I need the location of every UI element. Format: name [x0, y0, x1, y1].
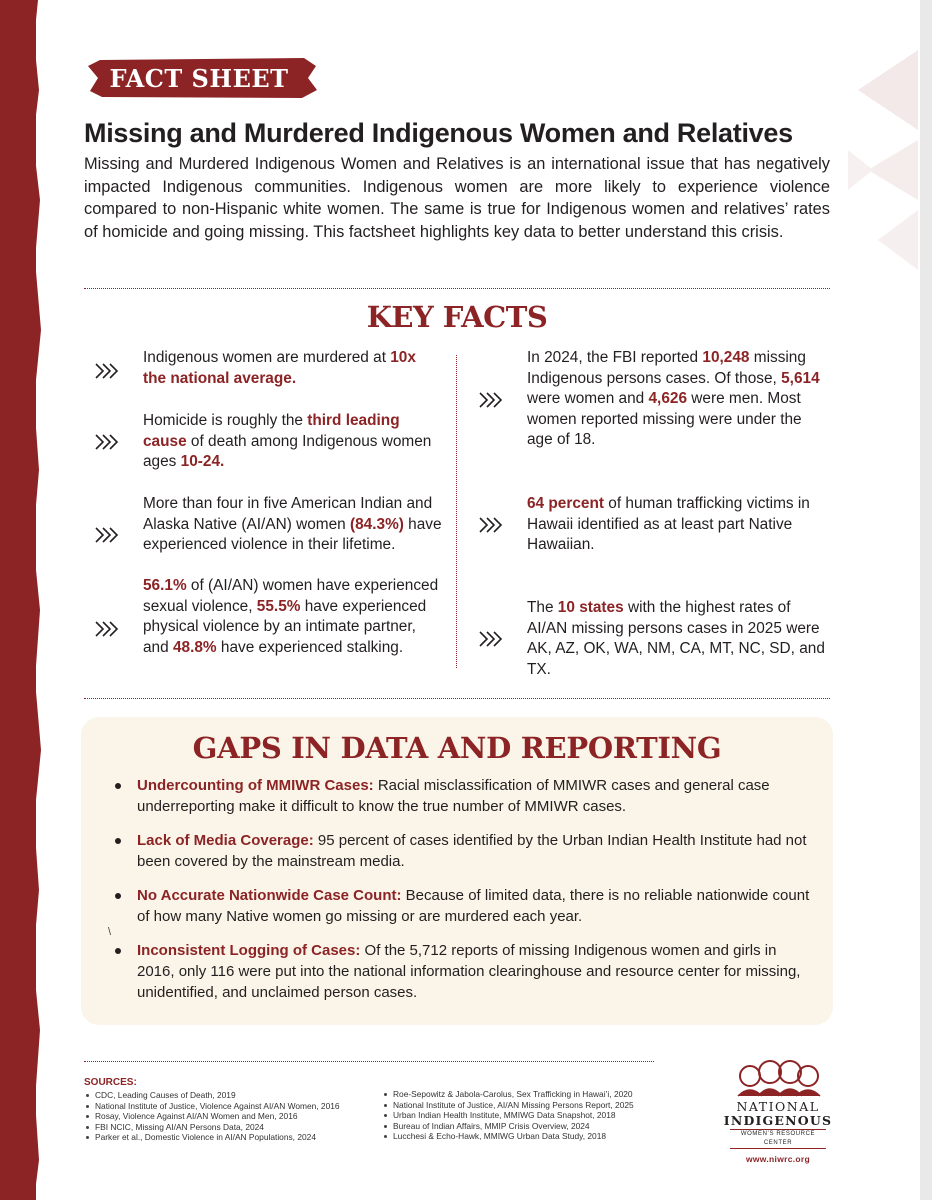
fact-text: The: [527, 599, 558, 616]
fact-text: of death among Indigenous women ages: [143, 432, 432, 471]
divider-middle: [84, 698, 830, 699]
source-item: CDC, Leading Causes of Death, 2019: [84, 1090, 340, 1101]
intro-paragraph: Missing and Murdered Indigenous Women and Relatives is an international issue that has negatively impacted Indigenous communities. Indigenous women are more likely to experience violence compared to non-Hispanic white women. The same is true for Indigenous women and relatives’ rates of homicide and going missing. This factsheet highlights key data to better understand this crisis.: [84, 155, 830, 241]
fact-highlight: 10-24.: [180, 453, 225, 471]
fact-highlight: 4,626: [648, 390, 687, 408]
gaps-heading: GAPS IN DATA AND REPORTING: [192, 731, 722, 765]
triple-chevron-right-icon: [477, 389, 507, 411]
logo-line-national: NATIONAL: [736, 1099, 820, 1114]
bullet: [115, 948, 121, 954]
fact-text: were women and: [527, 390, 649, 408]
fact-highlight: third leading cause: [143, 412, 400, 450]
fact-highlight: 48.8%: [172, 638, 217, 656]
fact-highlight: (84.3%): [350, 515, 404, 533]
fact-text: missing Indigenous persons cases. Of those,: [527, 349, 806, 387]
geometric-pattern-decor: [828, 30, 918, 290]
key-facts-heading: KEY FACTS: [366, 300, 548, 334]
gap-text: 95 percent of cases identified by the Urban Indian Health Institute had not been covered by the mainstream media.: [137, 832, 807, 870]
fact-violence-types: [143, 576, 443, 658]
source-item: FBI NCIC, Missing AI/AN Persons Data, 2024: [84, 1122, 340, 1133]
gap-text: Racial misclassification of MMIWR cases and general case underreporting make it difficult to know the true number of MMIWR cases.: [137, 777, 770, 815]
source-item: Parker et al., Domestic Violence in AI/AN Populations, 2024: [84, 1132, 340, 1143]
divider-sources: [84, 1061, 654, 1062]
sources-list-right: [382, 1089, 634, 1142]
women-faces-logo-icon: [728, 1058, 828, 1098]
fact-text: of (AI/AN) women have experienced sexual violence,: [143, 577, 439, 615]
bullet: [115, 893, 121, 899]
fact-top-states: [527, 598, 827, 680]
niwrc-logo: [718, 1058, 838, 1168]
fact-text: were men. Most women reported missing were under the age of 18.: [527, 390, 802, 449]
fact-text: of human trafficking victims in Hawaii identified as at least part Native Hawaiian.: [527, 495, 810, 554]
source-item: Lucchesi & Echo-Hawk, MMIWG Urban Data Study, 2018: [382, 1131, 634, 1142]
logo-line-indigenous: INDIGENOUS: [723, 1113, 833, 1128]
gap-term: Lack of Media Coverage:: [137, 832, 314, 849]
sources-title: SOURCES:: [84, 1077, 137, 1088]
fact-text: with the highest rates of AI/AN missing persons cases in 2025 were AK, AZ, OK, WA, NM, CA, MT, NC, SD, and TX.: [527, 599, 825, 678]
source-item: Rosay, Violence Against AI/AN Women and Men, 2016: [84, 1111, 340, 1122]
fact-fbi-missing: [527, 348, 827, 451]
fact-murder-rate: [143, 348, 443, 389]
fact-text: Homicide is roughly the: [143, 412, 308, 429]
gap-term: Inconsistent Logging of Cases:: [137, 942, 361, 959]
source-item: National Institute of Justice, AI/AN Missing Persons Report, 2025: [382, 1100, 634, 1111]
right-edge-strip: [920, 0, 932, 1200]
triple-chevron-right-icon: [93, 524, 123, 546]
triple-chevron-right-icon: [477, 514, 507, 536]
fact-trafficking: [527, 494, 827, 556]
gap-text: Of the 5,712 reports of missing Indigenous women and girls in 2016, only 116 were put into the national information clearinghouse and resource center for missing, unidentified, and unclaimed person cases.: [137, 942, 801, 1001]
left-band-rough-edge: [30, 0, 44, 1200]
triple-chevron-right-icon: [93, 618, 123, 640]
bullet: [115, 783, 121, 789]
website-link[interactable]: www.niwrc.org: [745, 1154, 811, 1164]
fact-text: have experienced physical violence by an intimate partner, and: [143, 597, 427, 656]
fact-highlight: 10 states: [557, 599, 624, 616]
key-facts-column-divider: [456, 355, 457, 668]
fact-highlight: 64 percent: [527, 495, 604, 512]
fact-highlight: 10x the national average.: [143, 349, 416, 387]
fact-highlight: 5,614: [781, 369, 820, 387]
stray-mark: \: [108, 926, 112, 938]
fact-text: More than four in five American Indian and Alaska Native (AI/AN) women: [143, 495, 433, 533]
fact-sheet-banner: [86, 56, 318, 100]
gap-text: Because of limited data, there is no reliable nationwide count of how many Native women go missing or are murdered each year.: [137, 887, 810, 925]
fact-highlight: 56.1%: [143, 577, 187, 594]
bullet: [115, 838, 121, 844]
gap-term: Undercounting of MMIWR Cases:: [137, 777, 374, 794]
banner-label: FACT SHEET: [109, 63, 289, 93]
fact-highlight: 55.5%: [256, 597, 301, 615]
source-item: National Institute of Justice, Violence Against AI/AN Women, 2016: [84, 1101, 340, 1112]
fact-text: Indigenous women are murdered at: [143, 349, 391, 366]
triple-chevron-right-icon: [477, 628, 507, 650]
fact-lifetime-violence: [143, 494, 443, 556]
triple-chevron-right-icon: [93, 431, 123, 453]
fact-text: In 2024, the FBI reported: [527, 349, 703, 366]
fact-text: have experienced violence in their lifetime.: [143, 515, 442, 554]
fact-highlight: 10,248: [702, 349, 750, 366]
divider-top: [84, 288, 830, 289]
triple-chevron-right-icon: [93, 360, 123, 382]
source-item: Bureau of Indian Affairs, MMIP Crisis Overview, 2024: [382, 1121, 634, 1132]
logo-line-resource-center: WOMEN’S RESOURCE CENTER: [730, 1129, 826, 1149]
sources-list-left: [84, 1090, 340, 1143]
page-title: Missing and Murdered Indigenous Women and Relatives: [84, 118, 793, 148]
fact-homicide-cause: [143, 411, 443, 473]
source-item: Urban Indian Health Institute, MMIWG Data Snapshot, 2018: [382, 1110, 634, 1121]
fact-text: have experienced stalking.: [216, 638, 404, 656]
gap-term: No Accurate Nationwide Case Count:: [137, 887, 402, 904]
source-item: Roe-Sepowitz & Jabola-Carolus, Sex Trafficking in Hawai’i, 2020: [382, 1089, 634, 1100]
